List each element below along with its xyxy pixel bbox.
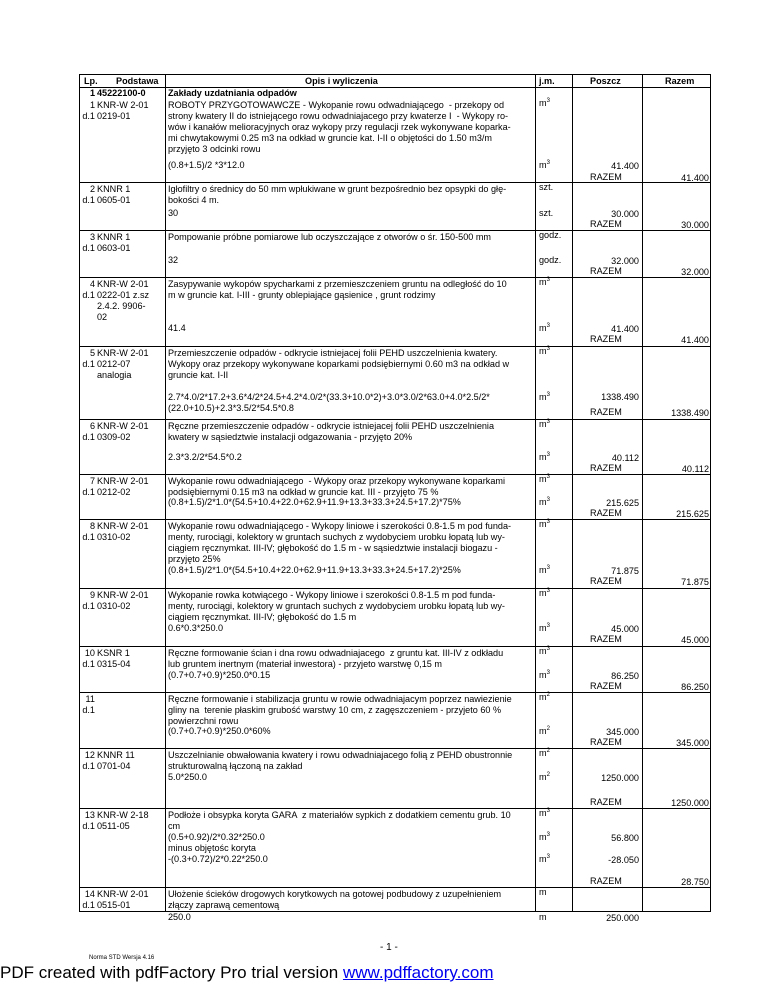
description-line: menty, rurociągi, kolektory w gruntach suchych z wydobyciem urobku łopatą lub wy- (168, 601, 505, 611)
razem-label: RAZEM (590, 797, 622, 807)
podstawa-code: KNR-W 2-01 (97, 279, 149, 289)
row-number: 4 (89, 279, 95, 289)
description-line: lub gruntem inertnym (materiał inwestora) - przyjeto warstwę 0,15 m (168, 659, 442, 669)
unit-calc-text: m (539, 670, 547, 680)
total-quantity: 345.000 (676, 738, 709, 748)
unit-calc (539, 772, 550, 783)
razem-label: RAZEM (590, 576, 622, 586)
row-number: 13 (84, 810, 95, 820)
row-number: 6 (89, 421, 95, 431)
unit-calc (539, 323, 550, 334)
unit-label-exponent: 3 (546, 345, 550, 352)
row-division: d.1 (82, 821, 95, 831)
unit-calc-text: m (539, 160, 547, 170)
partial-quantity: 71.875 (611, 566, 639, 576)
unit-label (539, 646, 550, 657)
podstawa-code: 0511-05 (97, 821, 130, 831)
podstawa-code: KNNR 1 (97, 184, 131, 194)
unit-label-text: m (539, 748, 547, 758)
description-line: cm (168, 821, 181, 831)
unit-label-text: m (539, 808, 547, 818)
unit-calc-text: m (539, 912, 547, 922)
unit-calc (539, 854, 550, 865)
podstawa-code: 0222-01 z.sz (97, 290, 150, 300)
podstawa-code: KNR-W 2-01 (97, 590, 149, 600)
page-number: - 1 - (380, 942, 398, 953)
unit-calc-text: m (539, 832, 547, 842)
unit-label-exponent: 3 (546, 276, 550, 283)
podstawa-code: 0212-07 (97, 359, 131, 369)
description-line: 30 (168, 208, 179, 218)
total-quantity: 71.875 (681, 577, 709, 587)
razem-label: RAZEM (590, 334, 622, 344)
description-line: 41.4 (168, 323, 186, 333)
row-divider (79, 419, 711, 420)
unit-calc-text: m (539, 323, 547, 333)
description-line: wów i kanałów melioracyjnych oraz wykopy przy regulacji rzek wykonywane koparka- (168, 122, 511, 132)
podstawa-code: KNR-W 2-01 (97, 889, 149, 899)
description-line: 2.7*4.0/2*17.2+3.6*4/2*24.5+4.2*4.0/2*(33.3+10.0*2)+3.0*3.0/2*63.0+4.0*2.5/2* (168, 392, 490, 402)
description-line: (0.8+1.5)/2 *3*12.0 (168, 160, 245, 170)
description-line: 5.0*250.0 (168, 772, 207, 782)
unit-calc-exponent: 3 (546, 391, 550, 398)
description-line: Ręczne formowanie ścian i dna rowu odwadniajacego z gruntu kat. III-IV z odkładu (168, 648, 504, 658)
podstawa-code: KNR-W 2-18 (97, 810, 149, 820)
partial-quantity: 1250.000 (601, 773, 639, 783)
razem-label: RAZEM (590, 172, 622, 182)
row-divider (79, 646, 711, 647)
unit-calc-text: m (539, 623, 547, 633)
total-quantity: 32.000 (681, 267, 709, 277)
description-line: gliny na terenie płaskim grubość warstwy 10 cm, z zagęszczeniem - przyjeto 60 % (168, 705, 502, 715)
software-version: Norma STD Wersja 4.16 (89, 955, 155, 961)
pdf-watermark-text: PDF created with pdfFactory Pro trial version (0, 963, 343, 982)
section-code: 45222100-0 (97, 88, 146, 98)
description-line: Ułożenie ścieków drogowych korytkowych na gotowej podbudowy z uzupełnieniem (168, 889, 502, 899)
total-quantity: 86.250 (681, 682, 709, 692)
unit-label (539, 346, 550, 357)
unit-calc-text: m (539, 452, 547, 462)
unit-label-text: szt. (539, 182, 554, 192)
row-division: d.1 (82, 601, 95, 611)
total-quantity: 45.000 (681, 635, 709, 645)
unit-calc-exponent: 3 (546, 322, 550, 329)
row-number: 2 (89, 184, 95, 194)
description-line: Ręczne formowanie i stabilizacja gruntu w rowie odwadniajacym poprzez nawiezienie (168, 694, 512, 704)
description-line: podsiębiernymi 0.15 m3 na odkład w gruncie kat. III - przyjęto 75 % (168, 487, 439, 497)
podstawa-code: KNNR 11 (97, 750, 135, 760)
unit-calc (539, 208, 553, 219)
unit-label-text: m (539, 519, 547, 529)
description-line: ROBOTY PRZYGOTOWAWCZE - Wykopanie rowu odwadniającego - przekopy od (168, 100, 504, 110)
row-number: 3 (89, 232, 95, 242)
row-number: 14 (84, 889, 95, 899)
description-line: Wykopanie rowu odwadniającego - Wykopy liniowe i szerokości 0.8-1.5 m pod funda- (168, 521, 512, 531)
razem-label: RAZEM (590, 219, 622, 229)
unit-calc (539, 623, 550, 634)
unit-calc (539, 832, 550, 843)
section-lp: 1 (89, 88, 95, 98)
unit-calc-exponent: 3 (546, 853, 550, 860)
row-divider (79, 588, 711, 589)
description-line: m w gruncie kat. I-III - grunty oblepiające gąsienice , grunt rodzimy (168, 290, 436, 300)
partial-quantity: 345.000 (606, 727, 639, 737)
unit-calc (539, 452, 550, 463)
total-quantity: 215.625 (676, 509, 709, 519)
unit-label-text: m (539, 646, 547, 656)
row-division: d.1 (82, 111, 95, 121)
row-division: d.1 (82, 487, 95, 497)
partial-quantity: -28.050 (608, 855, 639, 865)
row-division: d.1 (82, 659, 95, 669)
podstawa-code: 0603-01 (97, 243, 131, 253)
unit-calc-exponent: 2 (546, 771, 550, 778)
description-line: 250.0 (168, 912, 191, 922)
podstawa-code: 02 (97, 312, 108, 322)
unit-calc-text: m (539, 726, 547, 736)
partial-quantity: 250.000 (606, 913, 639, 923)
row-division: d.1 (82, 532, 95, 542)
col-divider (572, 74, 573, 912)
razem-label: RAZEM (590, 876, 622, 886)
description-line: (0.7+0.7+0.9)*250.0*0.15 (168, 670, 271, 680)
podstawa-code: KNR-W 2-01 (97, 421, 149, 431)
unit-calc-exponent: 3 (546, 564, 550, 571)
description-line: Podłoże i obsypka koryta GARA z materiałów sypkich z dodatkiem cementu grub. 10 (168, 810, 511, 820)
partial-quantity: 30.000 (611, 209, 639, 219)
unit-label-text: m (539, 474, 547, 484)
section-title: Zakłady uzdatniania odpadów (168, 88, 297, 98)
podstawa-code: analogia (97, 370, 132, 380)
description-line: 32 (168, 255, 179, 265)
row-number: 8 (89, 521, 95, 531)
unit-label-text: m (539, 277, 547, 287)
description-line: Ręczne przemieszczenie odpadów - odkrycie istniejacej folii PEHD uszczelnienia (168, 421, 495, 431)
row-divider (79, 346, 711, 347)
podstawa-code: 0315-04 (97, 659, 131, 669)
unit-label-text: godz. (539, 230, 562, 240)
description-line: kwatery w sąsiedztwie instalacji odgazowania - przyjęto 20% (168, 432, 413, 442)
row-division: d.1 (82, 359, 95, 369)
description-line: Uszczelnianie obwałowania kwatery i rowu odwadniajacego folią z PEHD obustronnie (168, 750, 513, 760)
col-header-jm: j.m. (539, 76, 555, 86)
row-divider (79, 277, 711, 278)
row-divider (79, 182, 711, 183)
unit-calc-text: m (539, 392, 547, 402)
unit-label-text: m (539, 346, 547, 356)
partial-quantity: 215.625 (606, 498, 639, 508)
partial-quantity: 1338.490 (601, 392, 639, 402)
total-quantity: 41.400 (681, 173, 709, 183)
row-divider (79, 748, 711, 749)
unit-calc-text: godz. (539, 255, 562, 265)
unit-label-exponent: 3 (546, 518, 550, 525)
unit-label-text: m (539, 588, 547, 598)
unit-label (539, 887, 547, 898)
row-divider (79, 692, 711, 693)
row-number: 5 (89, 348, 95, 358)
description-line: (22.0+10.5)+2.3*3.5/2*54.5*0.8 (168, 403, 294, 413)
partial-quantity: 32.000 (611, 256, 639, 266)
unit-label (539, 588, 550, 599)
description-line: złączy zaprawą cementową (168, 900, 280, 910)
pdf-watermark (0, 962, 494, 984)
col-header-lp: Lp. (84, 76, 98, 86)
podstawa-code: 0701-04 (97, 761, 131, 771)
podstawa-code: 0310-02 (97, 532, 131, 542)
partial-quantity: 41.400 (611, 324, 639, 334)
unit-calc-text: m (539, 497, 547, 507)
description-line: (0.8+1.5)/2*1.0*(54.5+10.4+22.0+62.9+11.9+13.3+33.3+24.5+17.2)*75% (168, 497, 461, 507)
podstawa-code: KNR-W 2-01 (97, 348, 149, 358)
unit-label-exponent: 3 (546, 418, 550, 425)
description-line: Igłofiltry o średnicy do 50 mm wpłukiwane w grunt bezpośrednio bez opsypki do głę- (168, 184, 507, 194)
description-line: ciągiem ręcznymkat. III-IV; głębokość do 1.5 m - w sąsiedztwie instalacji biogazu - (168, 543, 498, 553)
row-number: 1 (89, 100, 95, 110)
row-divider (79, 887, 711, 888)
unit-label-exponent: 2 (546, 747, 550, 754)
unit-calc (539, 392, 550, 403)
unit-label-exponent: 3 (546, 807, 550, 814)
total-quantity: 41.400 (681, 335, 709, 345)
podstawa-code: 2.4.2. 9906- (97, 301, 146, 311)
row-number: 12 (84, 750, 95, 760)
unit-calc-exponent: 2 (546, 725, 550, 732)
unit-calc-exponent: 3 (546, 451, 550, 458)
unit-calc (539, 255, 561, 266)
unit-calc (539, 912, 547, 923)
row-division: d.1 (82, 432, 95, 442)
unit-calc-exponent: 3 (546, 496, 550, 503)
unit-calc (539, 160, 550, 171)
row-divider (79, 519, 711, 520)
col-divider (642, 74, 643, 912)
podstawa-code: KNR-W 2-01 (97, 521, 149, 531)
row-division: d.1 (82, 243, 95, 253)
razem-label: RAZEM (590, 463, 622, 473)
row-division: d.1 (82, 705, 95, 715)
description-line: Pompowanie próbne pomiarowe lub oczyszczające z otworów o śr. 150-500 mm (168, 232, 491, 242)
description-line: bokości 4 m. (168, 195, 220, 205)
row-divider (79, 808, 711, 809)
total-quantity: 1250.000 (671, 798, 709, 808)
description-line: strukturowalną łączoną na zakład (168, 761, 303, 771)
razem-label: RAZEM (590, 681, 622, 691)
row-division: d.1 (82, 290, 95, 300)
total-quantity: 30.000 (681, 220, 709, 230)
podstawa-code: 0605-01 (97, 195, 131, 205)
unit-label (539, 419, 550, 430)
podstawa-code: KNR-W 2-01 (97, 100, 149, 110)
col-divider (165, 74, 166, 912)
total-quantity: 1338.490 (671, 408, 709, 418)
unit-calc-text: m (539, 854, 547, 864)
unit-calc (539, 670, 550, 681)
unit-calc-exponent: 3 (546, 669, 550, 676)
description-line: gruncie kat. I-II (168, 370, 229, 380)
description-line: Wykopy oraz przekopy wykonywane koparkami podsiębiernymi 0.60 m3 na odkład w (168, 359, 510, 369)
row-divider (79, 230, 711, 231)
unit-calc-text: m (539, 565, 547, 575)
description-line: Wykopanie rowka kotwiącego - Wykopy liniowe i szerokości 0.8-1.5 m pod funda- (168, 590, 496, 600)
razem-label: RAZEM (590, 737, 622, 747)
unit-label-exponent: 3 (546, 97, 550, 104)
col-divider (535, 74, 536, 912)
partial-quantity: 86.250 (611, 671, 639, 681)
description-line: (0.8+1.5)/2*1.0*(54.5+10.4+22.0+62.9+11.9+13.3+33.3+24.5+17.2)*25% (168, 565, 461, 575)
partial-quantity: 40.112 (611, 453, 639, 463)
partial-quantity: 45.000 (611, 624, 639, 634)
unit-label-exponent: 3 (546, 473, 550, 480)
description-line: mi chwytakowymi 0.25 m3 na odkład w gruncie kat. I-II o objętości do 1.50 m3/m (168, 133, 492, 143)
unit-label-exponent: 3 (546, 587, 550, 594)
col-header-razem: Razem (665, 76, 695, 86)
description-line: Przemieszczenie odpadów - odkrycie istniejacej folii PEHD uszczelnienia kwatery. (168, 348, 498, 358)
col-header-podstawa: Podstawa (116, 76, 159, 86)
description-line: (0.5+0.92)/2*0.32*250.0 (168, 832, 265, 842)
unit-calc-text: m (539, 772, 547, 782)
description-line: ciągiem ręcznymkat. III-IV; głębokość do 1.5 m (168, 612, 357, 622)
unit-calc-exponent: 3 (546, 159, 550, 166)
razem-label: RAZEM (590, 634, 622, 644)
unit-calc-text: szt. (539, 208, 554, 218)
description-line: Wykopanie rowu odwadniającego - Wykopy oraz przekopy wykonywane koparkami (168, 476, 505, 486)
unit-label (539, 692, 550, 703)
description-line: Zasypywanie wykopów spycharkami z przemieszczeniem gruntu na odległość do 10 (168, 279, 507, 289)
unit-label-text: m (539, 887, 547, 897)
unit-calc (539, 565, 550, 576)
razem-label: RAZEM (590, 508, 622, 518)
podstawa-code: 0310-02 (97, 601, 131, 611)
unit-calc-exponent: 3 (546, 622, 550, 629)
description-line: przyjęto 25% (168, 554, 221, 564)
podstawa-code: KNR-W 2-01 (97, 476, 149, 486)
description-line: powierzchni rowu (168, 716, 239, 726)
col-header-opis: Opis i wyliczenia (305, 76, 378, 86)
unit-label (539, 98, 550, 109)
unit-label-exponent: 2 (546, 691, 550, 698)
row-number: 9 (89, 590, 95, 600)
podstawa-code: KNNR 1 (97, 232, 131, 242)
unit-label-exponent: 3 (546, 645, 550, 652)
partial-quantity: 56.800 (611, 833, 639, 843)
unit-label (539, 277, 550, 288)
podstawa-code: 0515-01 (97, 900, 131, 910)
unit-calc-exponent: 3 (546, 831, 550, 838)
row-number: 7 (89, 476, 95, 486)
unit-label (539, 519, 550, 530)
unit-label (539, 474, 550, 485)
unit-label-text: m (539, 98, 547, 108)
description-line: -(0.3+0.72)/2*0.22*250.0 (168, 854, 268, 864)
unit-label-text: m (539, 692, 547, 702)
description-line: minus objętośc koryta (168, 843, 256, 853)
total-quantity: 40.112 (681, 464, 709, 474)
podstawa-code: 0212-02 (97, 487, 131, 497)
podstawa-code: 0219-01 (97, 111, 131, 121)
unit-label (539, 230, 561, 241)
row-division: d.1 (82, 195, 95, 205)
description-line: 0.6*0.3*250.0 (168, 623, 224, 633)
description-line: 2.3*3.2/2*54.5*0.2 (168, 452, 242, 462)
row-division: d.1 (82, 761, 95, 771)
unit-label-text: m (539, 419, 547, 429)
podstawa-code: KSNR 1 (97, 648, 130, 658)
unit-label (539, 748, 550, 759)
description-line: przyjęto 3 odcinki rowu (168, 144, 261, 154)
razem-label: RAZEM (590, 266, 622, 276)
row-number: 11 (85, 694, 95, 704)
pdf-factory-link[interactable]: www.pdffactory.com (342, 963, 494, 982)
podstawa-code: 0309-02 (97, 432, 131, 442)
row-number: 10 (84, 648, 95, 658)
partial-quantity: 41.400 (611, 161, 639, 171)
col-header-poszcz: Poszcz (590, 76, 621, 86)
row-division: d.1 (82, 900, 95, 910)
description-line: menty, rurociągi, kolektory w gruntach suchych z wydobyciem urobku łopatą lub wy- (168, 532, 505, 542)
row-divider (79, 474, 711, 475)
unit-label (539, 182, 553, 193)
description-line: (0.7+0.7+0.9)*250.0*60% (168, 726, 271, 736)
unit-calc (539, 497, 550, 508)
description-line: strony kwatery II do istniejącego rowu odwadniajacego przy kwaterze I - Wykopy ro- (168, 111, 509, 121)
razem-label: RAZEM (590, 407, 622, 417)
unit-label (539, 808, 550, 819)
unit-calc (539, 726, 550, 737)
total-quantity: 28.750 (681, 877, 709, 887)
